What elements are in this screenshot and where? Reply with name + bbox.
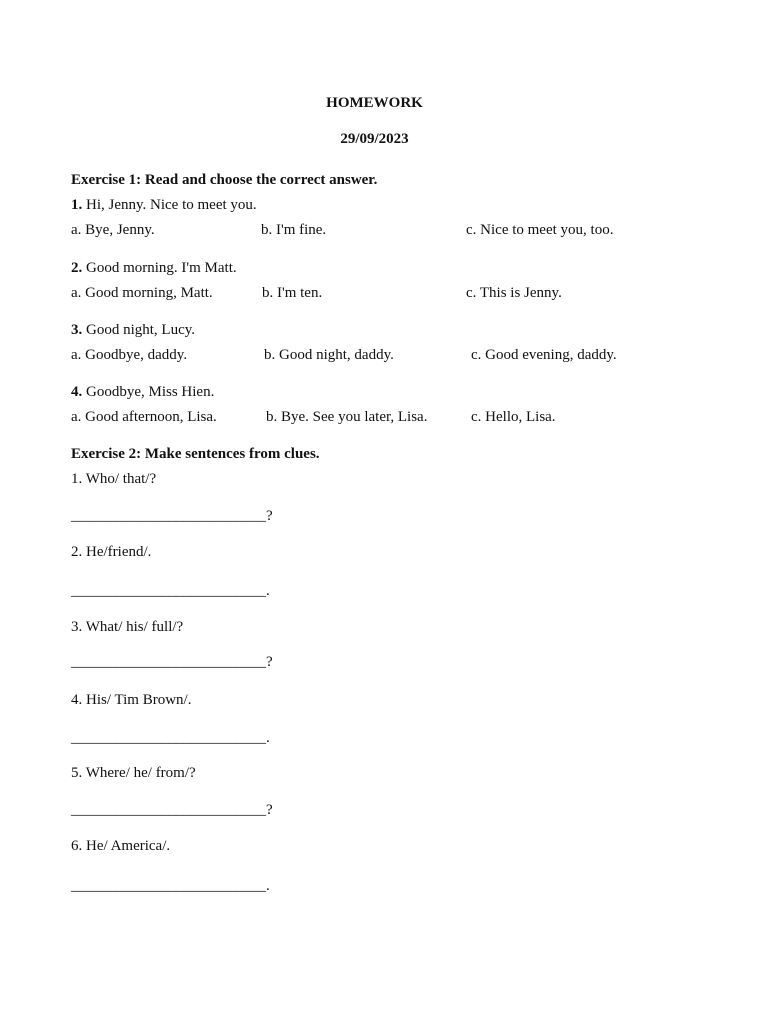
clue-2: 2. He/friend/. xyxy=(71,544,152,560)
question-1 xyxy=(71,196,257,214)
clue-1: 1. Who/ that/? xyxy=(71,471,157,487)
answer-line-5: __________________________? xyxy=(71,802,273,818)
question-text: Goodbye, Miss Hien. xyxy=(86,384,215,400)
question-1-option-b: b. I'm fine. xyxy=(261,222,327,238)
question-3 xyxy=(71,321,195,339)
question-3-option-b: b. Good night, daddy. xyxy=(264,347,394,363)
answer-line-6: __________________________. xyxy=(71,878,270,894)
clue-4: 4. His/ Tim Brown/. xyxy=(71,692,192,708)
question-4-option-a: a. Good afternoon, Lisa. xyxy=(71,409,217,425)
question-3-option-a: a. Goodbye, daddy. xyxy=(71,347,188,363)
question-4-option-b: b. Bye. See you later, Lisa. xyxy=(266,409,428,425)
question-2-option-b: b. I'm ten. xyxy=(262,285,323,301)
page-title: HOMEWORK xyxy=(326,95,423,111)
question-number: 2. xyxy=(71,260,83,276)
answer-line-1: __________________________? xyxy=(71,508,273,524)
question-2-option-c: c. This is Jenny. xyxy=(466,285,562,301)
answer-line-3: __________________________? xyxy=(71,654,273,670)
answer-line-2: __________________________. xyxy=(71,583,270,599)
clue-6: 6. He/ America/. xyxy=(71,838,171,854)
question-2-option-a: a. Good morning, Matt. xyxy=(71,285,213,301)
question-text: Good morning. I'm Matt. xyxy=(86,260,237,276)
exercise2-heading: Exercise 2: Make sentences from clues. xyxy=(71,446,320,462)
question-text: Good night, Lucy. xyxy=(86,322,196,338)
question-4-option-c: c. Hello, Lisa. xyxy=(471,409,556,425)
question-number: 4. xyxy=(71,384,83,400)
question-3-option-c: c. Good evening, daddy. xyxy=(471,347,617,363)
question-4 xyxy=(71,383,214,401)
page-date: 29/09/2023 xyxy=(340,131,409,147)
question-text: Hi, Jenny. Nice to meet you. xyxy=(86,197,257,213)
exercise1-heading: Exercise 1: Read and choose the correct answer. xyxy=(71,172,378,188)
question-1-option-a: a. Bye, Jenny. xyxy=(71,222,155,238)
question-2 xyxy=(71,259,237,277)
clue-5: 5. Where/ he/ from/? xyxy=(71,765,196,781)
clue-3: 3. What/ his/ full/? xyxy=(71,619,184,635)
answer-line-4: __________________________. xyxy=(71,730,270,746)
question-number: 3. xyxy=(71,322,83,338)
question-1-option-c: c. Nice to meet you, too. xyxy=(466,222,614,238)
question-number: 1. xyxy=(71,197,83,213)
